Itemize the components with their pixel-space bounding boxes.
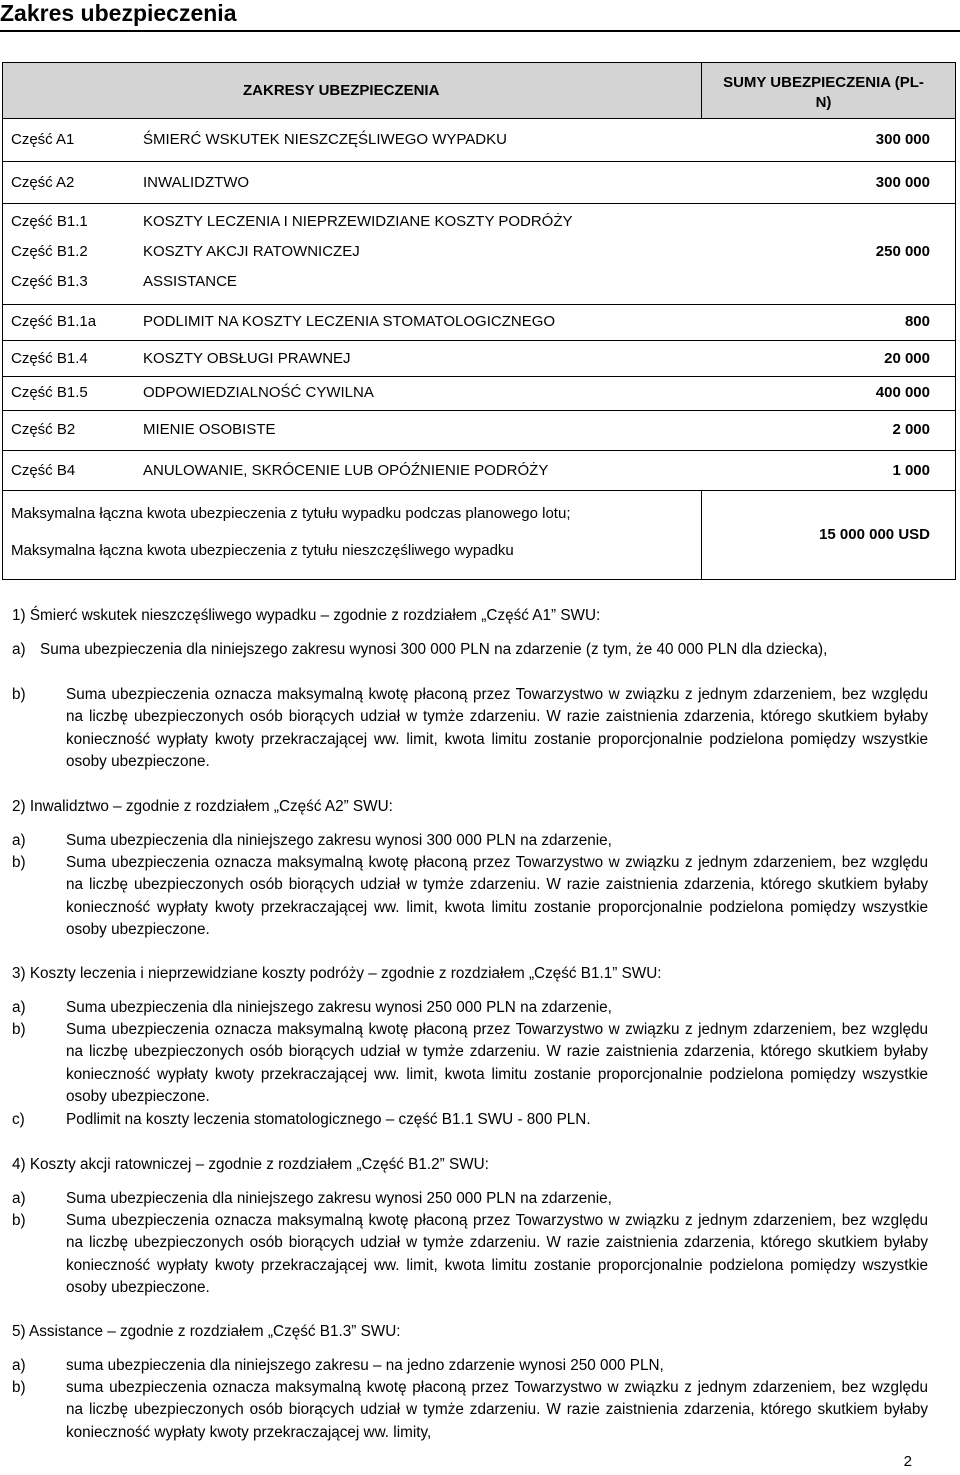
- row-code: Część B1.1a: [11, 313, 97, 330]
- row-amount: 300 000: [875, 174, 930, 191]
- section-heading: 2) Inwalidztwo – zgodnie z rozdziałem „Część A2” SWU:: [12, 798, 393, 815]
- row-code: Część B2: [11, 421, 76, 438]
- row-desc: ODPOWIEDZIALNOŚĆ CYWILNA: [143, 384, 374, 401]
- row-desc: ANULOWANIE, SKRÓCENIE LUB OPÓŹNIENIE PODRÓŻY: [143, 462, 549, 479]
- list-item: [12, 1210, 928, 1300]
- list-item: [12, 639, 928, 661]
- row-desc: ASSISTANCE: [143, 273, 237, 290]
- page-number: 2: [903, 1453, 912, 1470]
- section-heading: 4) Koszty akcji ratowniczej – zgodnie z rozdziałem „Część B1.2” SWU:: [12, 1156, 489, 1173]
- item-text: Suma ubezpieczenia dla niniejszego zakresu wynosi 250 000 PLN na zdarzenie,: [66, 1190, 612, 1207]
- row-desc: KOSZTY AKCJI RATOWNICZEJ: [143, 243, 360, 260]
- row-desc: MIENIE OSOBISTE: [143, 421, 276, 438]
- section-heading: 3) Koszty leczenia i nieprzewidziane koszty podróży – zgodnie z rozdziałem „Część B1.1” SWU:: [12, 965, 662, 982]
- list-item: [12, 852, 928, 942]
- table-row: [3, 377, 955, 411]
- table-row: [3, 411, 955, 451]
- row-amount: 250 000: [875, 243, 930, 260]
- item-text: Suma ubezpieczenia dla niniejszego zakresu wynosi 300 000 PLN na zdarzenie,: [66, 832, 612, 849]
- summary-line: Maksymalna łączna kwota ubezpieczenia z tytułu nieszczęśliwego wypadku: [11, 542, 514, 559]
- list-item: [12, 1019, 928, 1109]
- row-desc: ŚMIERĆ WSKUTEK NIESZCZĘŚLIWEGO WYPADKU: [143, 131, 507, 148]
- table-row: [3, 162, 955, 204]
- row-code: Część B1.3: [11, 273, 88, 290]
- item-letter: c): [12, 1111, 25, 1128]
- section-heading: 5) Assistance – zgodnie z rozdziałem „Część B1.3” SWU:: [12, 1323, 401, 1340]
- row-amount: 300 000: [875, 131, 930, 148]
- item-letter: a): [12, 641, 26, 658]
- item-text: Suma ubezpieczenia oznacza maksymalną kwotę płaconą przez Towarzystwo w związku z jednym zdarzeniem, bez względu na liczbę ubezpieczonych osób biorących udział w tymże zdarzeniu. W razie zaistnienia zdarzenia, którego skutkiem byłaby konieczność wypłaty kwoty przekraczającej ww. limit, kwota limitu zostanie proporcjonalnie podzielona pomiędzy wszystkie osoby ubezpieczone.: [66, 1021, 928, 1106]
- coverage-table: [2, 62, 956, 580]
- header-sums-label: SUMY UBEZPIECZENIA (PL-N): [723, 74, 924, 111]
- item-letter: b): [12, 1379, 26, 1396]
- item-letter: b): [12, 1021, 26, 1038]
- list-item: [12, 830, 928, 852]
- row-amount: 800: [904, 313, 930, 330]
- item-text: Suma ubezpieczenia oznacza maksymalną kwotę płaconą przez Towarzystwo w związku z jednym zdarzeniem, bez względu na liczbę ubezpieczonych osób biorących udział w tymże zdarzeniu. W razie zaistnienia zdarzenia, którego skutkiem byłaby konieczność wypłaty kwoty przekraczającej ww. limit, kwota limitu zostanie proporcjonalnie podzielona pomiędzy wszystkie osoby ubezpieczone.: [66, 686, 928, 771]
- list-item: [12, 1109, 928, 1131]
- summary-text-cell: [11, 491, 702, 579]
- table-row: [3, 119, 955, 162]
- item-text: Podlimit na koszty leczenia stomatologicznego – część B1.1 SWU - 800 PLN.: [66, 1111, 591, 1128]
- row-amount: 20 000: [884, 350, 930, 367]
- table-header: [3, 63, 955, 119]
- row-code: Część A1: [11, 131, 75, 148]
- item-letter: b): [12, 686, 26, 703]
- summary-line: Maksymalna łączna kwota ubezpieczenia z tytułu wypadku podczas planowego lotu;: [11, 505, 571, 522]
- list-item: [12, 997, 928, 1019]
- row-code: Część B1.2: [11, 243, 88, 260]
- item-text: Suma ubezpieczenia oznacza maksymalną kwotę płaconą przez Towarzystwo w związku z jednym zdarzeniem, bez względu na liczbę ubezpieczonych osób biorących udział w tymże zdarzeniu. W razie zaistnienia zdarzenia, którego skutkiem byłaby konieczność wypłaty kwoty przekraczającej ww. limit, kwota limitu zostanie proporcjonalnie podzielona pomiędzy wszystkie osoby ubezpieczone.: [66, 1212, 928, 1297]
- row-desc: KOSZTY LECZENIA I NIEPRZEWIDZIANE KOSZTY PODRÓŻY: [143, 213, 573, 230]
- list-item: [12, 1355, 928, 1377]
- item-text: Suma ubezpieczenia dla niniejszego zakresu wynosi 300 000 PLN na zdarzenie (z tym, że 40 000 PLN dla dziecka),: [40, 641, 828, 658]
- row-amount: 2 000: [892, 421, 930, 438]
- table-row: [3, 341, 955, 377]
- item-text: suma ubezpieczenia dla niniejszego zakresu – na jedno zdarzenie wynosi 250 000 PLN,: [66, 1357, 664, 1374]
- row-code: Część B1.1: [11, 213, 88, 230]
- item-letter: b): [12, 1212, 26, 1229]
- item-letter: b): [12, 854, 26, 871]
- item-letter: a): [12, 1357, 26, 1374]
- list-item: [12, 1377, 928, 1444]
- table-row: [3, 451, 955, 491]
- item-letter: a): [12, 1190, 26, 1207]
- item-letter: a): [12, 832, 26, 849]
- row-code: Część B1.4: [11, 350, 88, 367]
- row-code: Część B4: [11, 462, 76, 479]
- list-item: [12, 1188, 928, 1210]
- table-row: [3, 305, 955, 341]
- list-item: [12, 684, 928, 774]
- row-code: Część B1.5: [11, 384, 88, 401]
- header-scope-cell: [3, 63, 702, 118]
- title-divider: [0, 30, 960, 32]
- table-row-group: [3, 204, 955, 305]
- header-sums-cell: [702, 63, 955, 118]
- row-desc: KOSZTY OBSŁUGI PRAWNEJ: [143, 350, 351, 367]
- item-text: suma ubezpieczenia oznacza maksymalną kwotę płaconą przez Towarzystwo w związku z jednym zdarzeniem, bez względu na liczbę ubezpieczonych osób biorących udział w tymże zdarzeniu. W razie zaistnienia zdarzenia, którego skutkiem byłaby konieczność wypłaty kwoty przekraczającej ww. limity,: [66, 1379, 928, 1441]
- header-scope-label: ZAKRESY UBEZPIECZENIA: [243, 82, 440, 99]
- section-heading: 1) Śmierć wskutek nieszczęśliwego wypadku – zgodnie z rozdziałem „Część A1” SWU:: [12, 607, 601, 624]
- item-text: Suma ubezpieczenia oznacza maksymalną kwotę płaconą przez Towarzystwo w związku z jednym zdarzeniem, bez względu na liczbę ubezpieczonych osób biorących udział w tymże zdarzeniu. W razie zaistnienia zdarzenia, którego skutkiem byłaby konieczność wypłaty kwoty przekraczającej ww. limit, kwota limitu zostanie proporcjonalnie podzielona pomiędzy wszystkie osoby ubezpieczone.: [66, 854, 928, 939]
- row-amount: 400 000: [875, 384, 930, 401]
- summary-amount: 15 000 000 USD: [819, 526, 930, 543]
- item-text: Suma ubezpieczenia dla niniejszego zakresu wynosi 250 000 PLN na zdarzenie,: [66, 999, 612, 1016]
- item-letter: a): [12, 999, 26, 1016]
- row-code: Część A2: [11, 174, 75, 191]
- page-title: Zakres ubezpieczenia: [0, 0, 237, 26]
- row-desc: INWALIDZTWO: [143, 174, 250, 191]
- table-summary-row: [3, 491, 955, 579]
- row-amount: 1 000: [892, 462, 930, 479]
- row-desc: PODLIMIT NA KOSZTY LECZENIA STOMATOLOGICZNEGO: [143, 313, 556, 330]
